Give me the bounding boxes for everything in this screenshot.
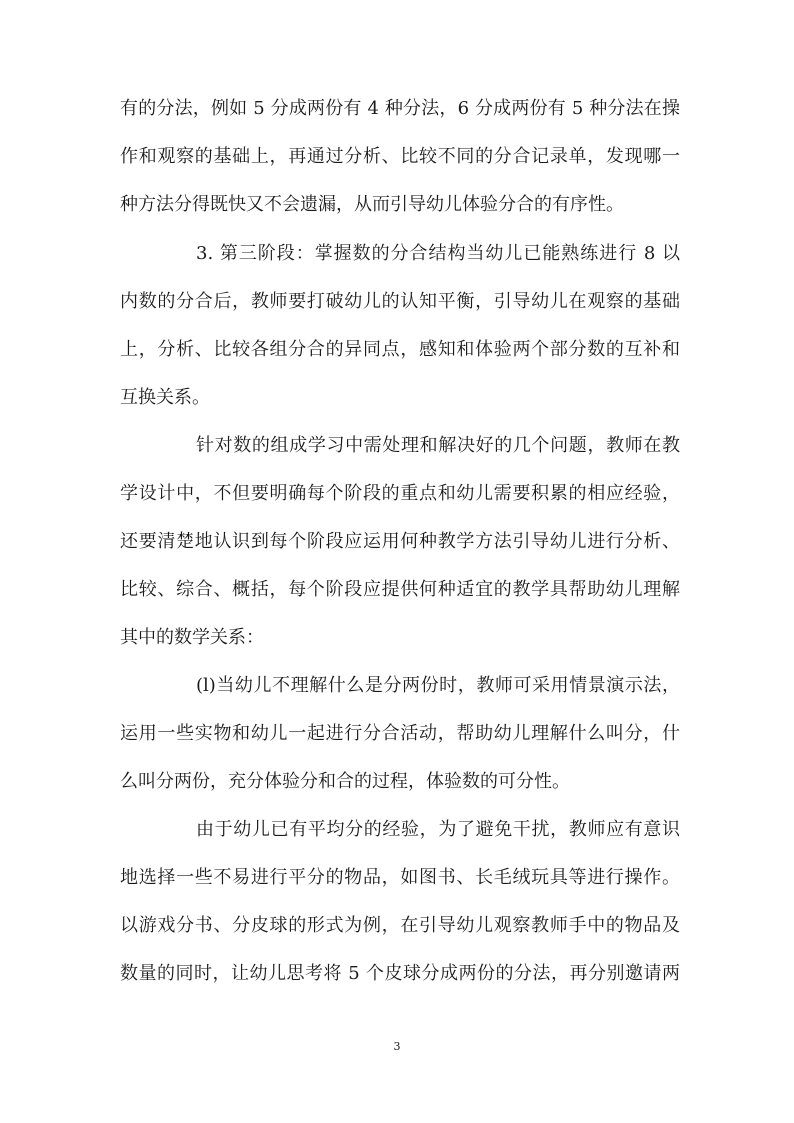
text-line: 还要清楚地认识到每个阶段应运用何种教学方法引导幼儿进行分析、 — [120, 531, 680, 552]
text-line: 运用一些实物和幼儿一起进行分合活动，帮助幼儿理解什么叫分，什 — [120, 723, 680, 744]
paragraph-first-line: (l)当幼儿不理解什么是分两份时，教师可采用情景演示法， — [196, 675, 680, 696]
text-line: 作和观察的基础上，再通过分析、比较不同的分合记录单，发现哪一 — [120, 146, 680, 167]
text-line: 以游戏分书、分皮球的形式为例，在引导幼儿观察教师手中的物品及 — [120, 915, 680, 936]
text-line: 么叫分两份，充分体验分和合的过程，体验数的可分性。 — [120, 771, 570, 792]
text-line: 比较、综合、概括，每个阶段应提供何种适宜的教学具帮助幼儿理解 — [120, 579, 680, 600]
section-heading-line: 3. 第三阶段：掌握数的分合结构当幼儿已能熟练进行 8 以 — [196, 243, 680, 264]
paragraph-first-line: 针对数的组成学习中需处理和解决好的几个问题，教师在教 — [196, 435, 680, 456]
text-line: 地选择一些不易进行平分的物品，如图书、长毛绒玩具等进行操作。 — [120, 867, 680, 888]
text-line: 数量的同时，让幼儿思考将 5 个皮球分成两份的分法，再分别邀请两 — [120, 963, 680, 984]
paragraph-first-line: 由于幼儿已有平均分的经验，为了避免干扰，教师应有意识 — [196, 819, 680, 840]
text-line: 内数的分合后，教师要打破幼儿的认知平衡，引导幼儿在观察的基础 — [120, 291, 680, 312]
text-line: 学设计中，不但要明确每个阶段的重点和幼儿需要积累的相应经验， — [120, 483, 680, 504]
text-line: 其中的数学关系： — [120, 627, 264, 648]
text-line: 互换关系。 — [120, 387, 210, 408]
text-line: 有的分法，例如 5 分成两份有 4 种分法，6 分成两份有 5 种分法在操 — [120, 98, 680, 119]
text-line: 上，分析、比较各组分合的异同点，感知和体验两个部分数的互补和 — [120, 339, 680, 360]
text-line: 种方法分得既快又不会遗漏，从而引导幼儿体验分合的有序性。 — [120, 194, 624, 215]
page-number: 3 — [393, 1040, 401, 1053]
